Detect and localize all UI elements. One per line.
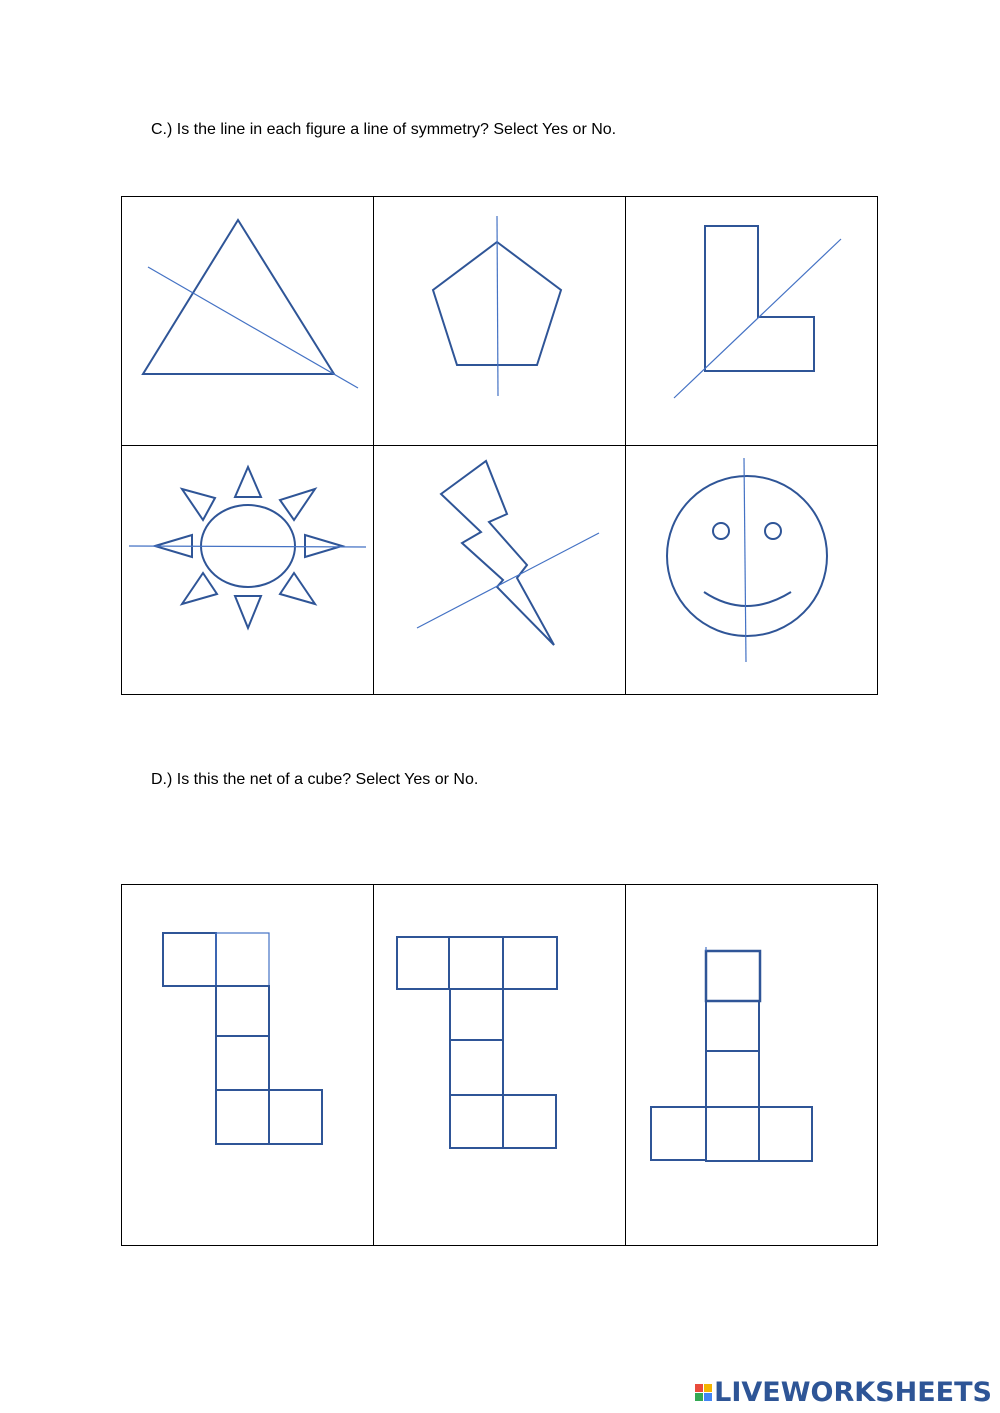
- sun-ray-right: [305, 535, 342, 557]
- smiley-face-figure: [667, 458, 827, 662]
- lightning-bolt-symmetry-line: [417, 533, 599, 628]
- triangle-symmetry-line: [148, 267, 358, 388]
- cell-net-1[interactable]: [122, 885, 374, 1246]
- sun-ray-top: [235, 467, 261, 497]
- cell-smiley-face[interactable]: [626, 446, 878, 695]
- sun-ray-bottom-left: [182, 573, 217, 604]
- logo-badge-icon: [695, 1384, 712, 1401]
- smiley-left-eye: [713, 523, 729, 539]
- smiley-mouth: [704, 592, 791, 606]
- sun-figure: [129, 467, 366, 628]
- cell-net-2[interactable]: [374, 885, 626, 1246]
- sun-ray-top-right: [280, 489, 315, 520]
- sun-symmetry-line: [129, 546, 366, 547]
- net-grid: [122, 885, 878, 1246]
- sun-ray-top-left: [182, 489, 215, 520]
- l-shape-figure: [674, 226, 841, 398]
- cube-net-3: [651, 947, 812, 1161]
- smiley-symmetry-line: [744, 458, 746, 662]
- cell-net-3[interactable]: [626, 885, 878, 1246]
- question-d: D.) Is this the net of a cube? Select Yes or No.: [151, 771, 479, 788]
- smiley-right-eye: [765, 523, 781, 539]
- symmetry-grid: [122, 197, 878, 695]
- pentagon-figure: [433, 216, 561, 396]
- cell-pentagon[interactable]: [374, 197, 626, 446]
- question-c: C.) Is the line in each figure a line of symmetry? Select Yes or No.: [151, 121, 617, 138]
- triangle-figure: [143, 220, 358, 388]
- sun-ray-bottom-right: [280, 573, 315, 604]
- logo-wordmark: LIVEWORKSHEETS: [714, 1376, 992, 1408]
- cube-net-1: [163, 933, 322, 1144]
- cell-l-shape[interactable]: [626, 197, 878, 446]
- lightning-bolt-figure: [417, 461, 599, 645]
- lightning-bolt-shape: [441, 461, 554, 645]
- sun-ray-bottom: [235, 596, 261, 628]
- liveworksheets-logo: [695, 1375, 992, 1409]
- cell-lightning-bolt[interactable]: [374, 446, 626, 695]
- l-shape: [705, 226, 814, 371]
- cube-net-2: [397, 937, 557, 1148]
- smiley-face-circle: [667, 476, 827, 636]
- triangle-shape: [143, 220, 334, 374]
- cell-sun[interactable]: [122, 446, 374, 695]
